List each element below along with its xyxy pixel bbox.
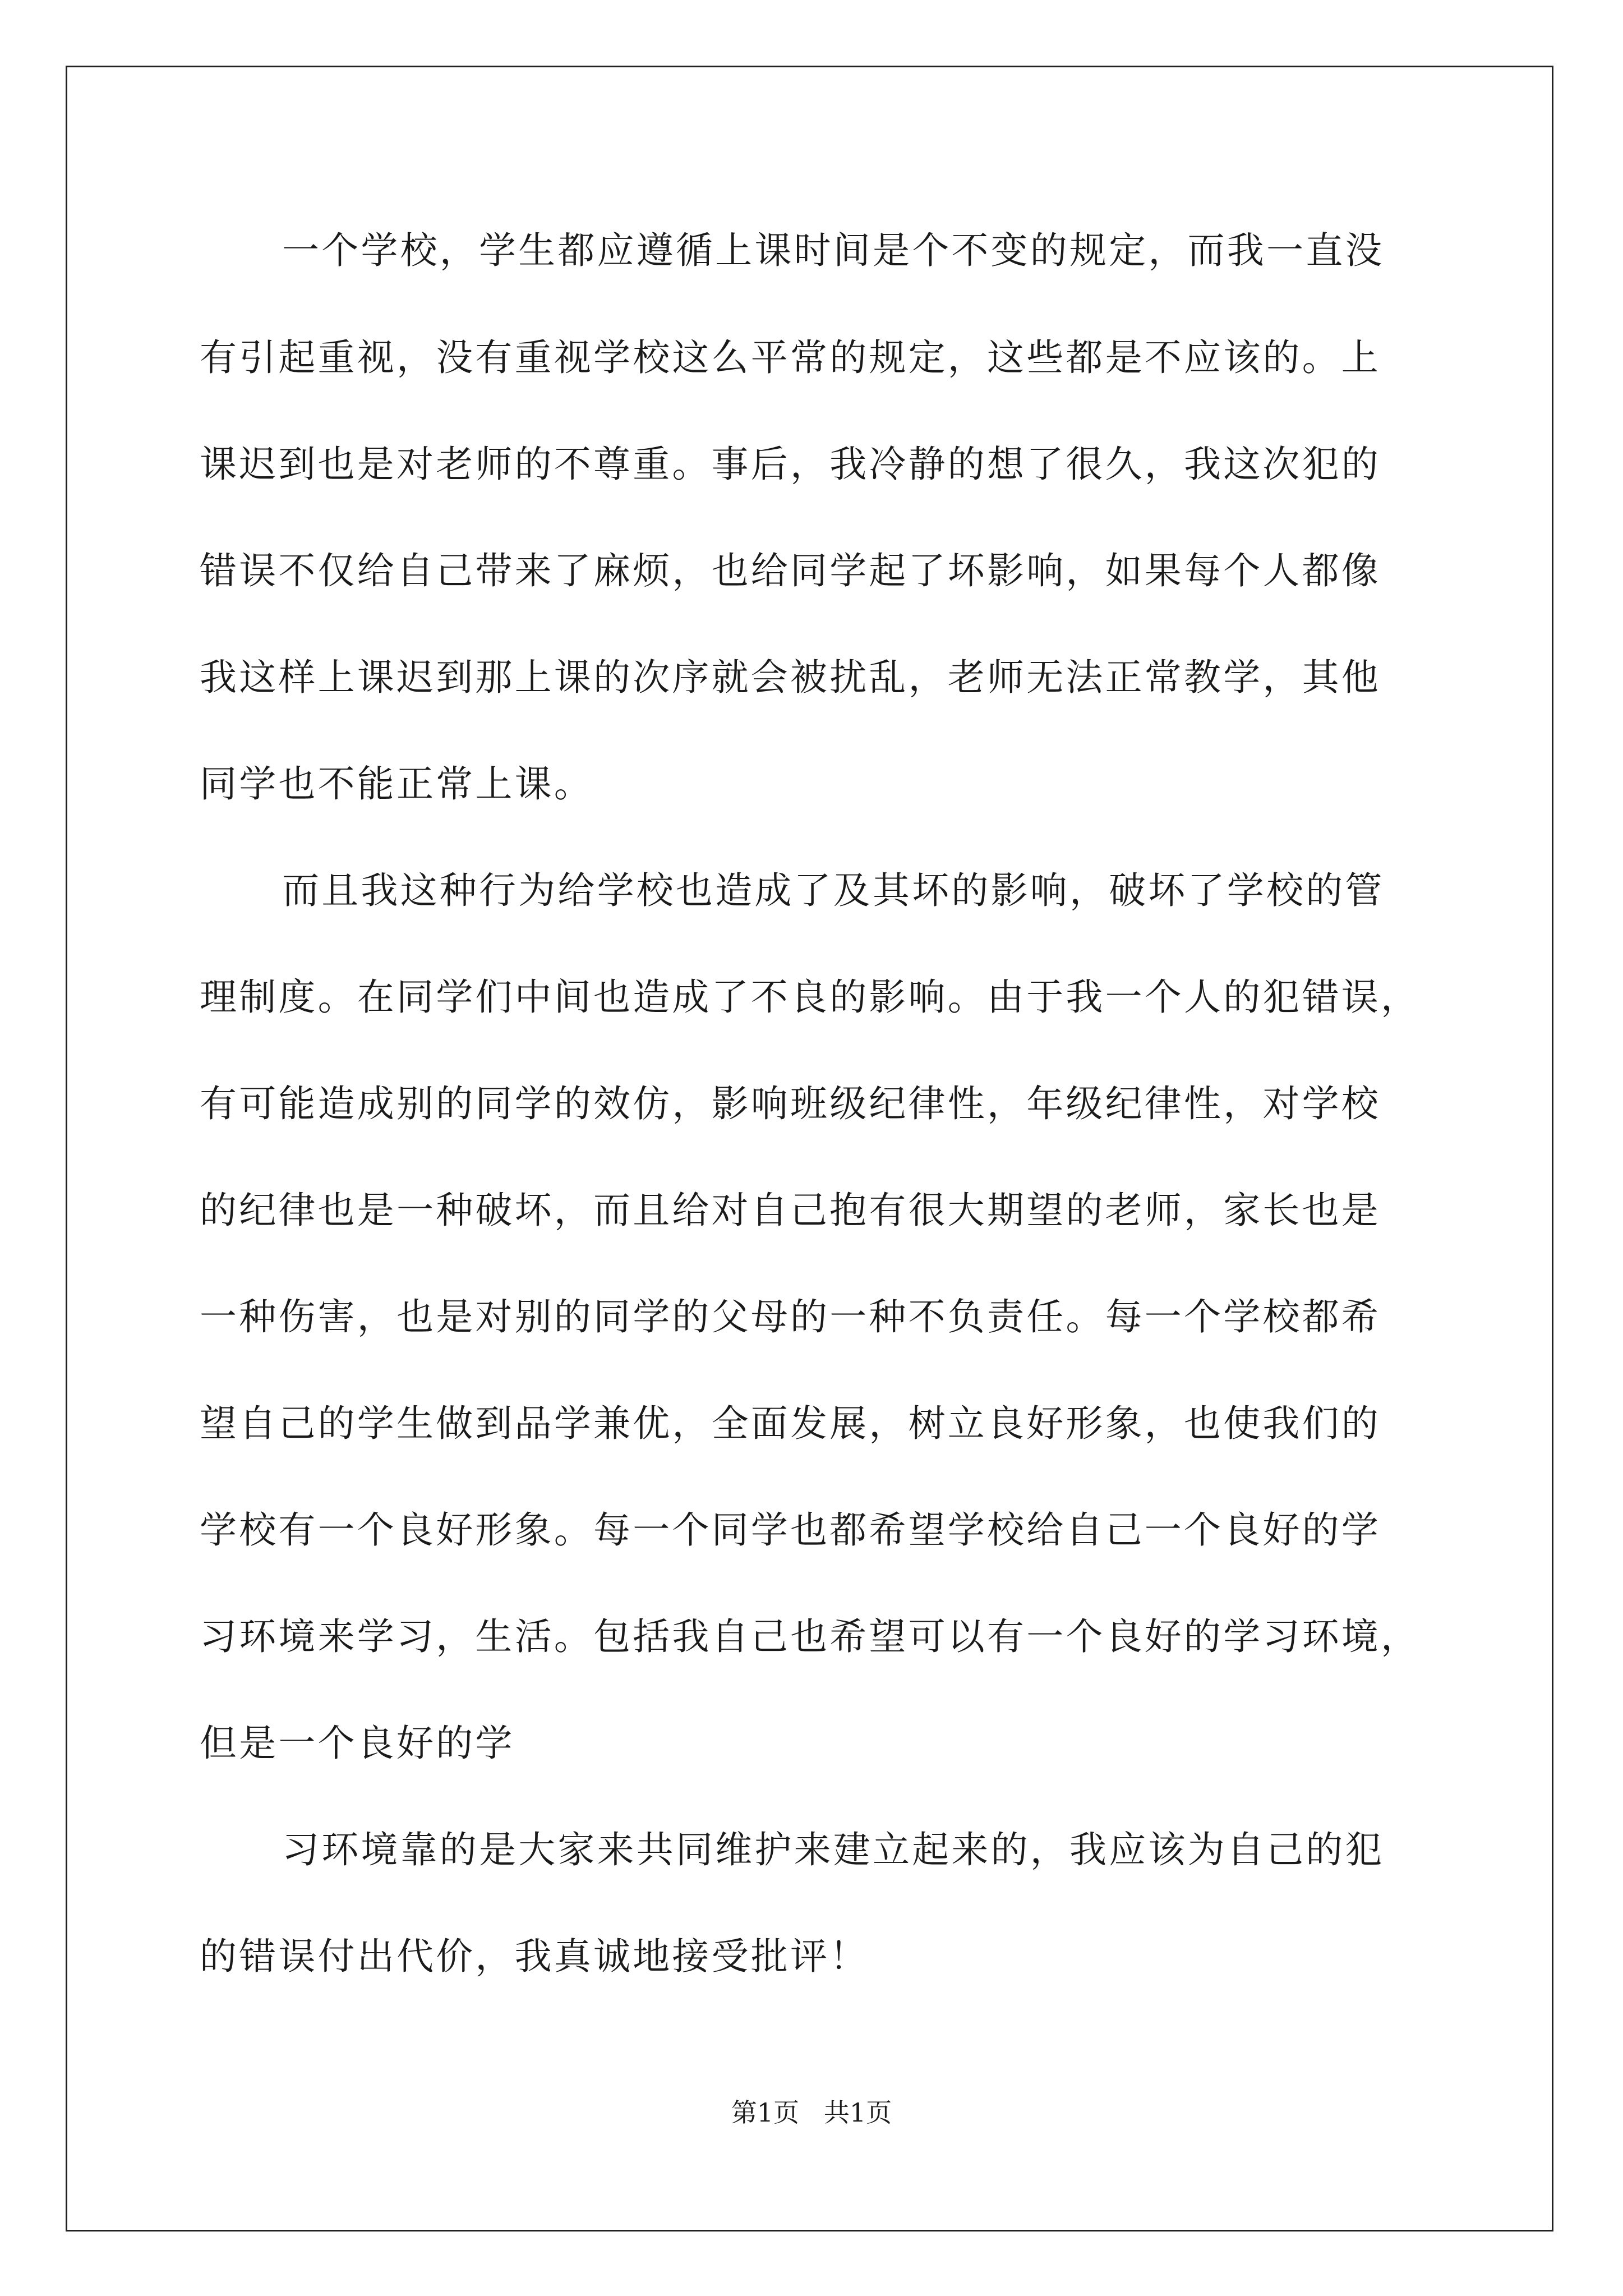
paragraph-line: 习环境靠的是大家来共同维护来建立起来的，我应该为自己的犯 [282,1828,1385,1871]
paragraph-line: 一种伤害，也是对别的同学的父母的一种不负责任。每一个学校都希 [200,1295,1381,1338]
paragraph-line: 的纪律也是一种破坏，而且给对自己抱有很大期望的老师，家长也是 [200,1189,1381,1232]
paragraph-line: 我这样上课迟到那上课的次序就会被扰乱，老师无法正常教学，其他 [200,656,1381,699]
paragraph-line: 有可能造成别的同学的效仿，影响班级纪律性，年级纪律性，对学校 [200,1082,1381,1125]
paragraph-line: 但是一个良好的学 [200,1722,515,1765]
page-border [66,66,1553,2231]
paragraph-line: 一个学校，学生都应遵循上课时间是个不变的规定，而我一直没 [282,229,1385,272]
page-number-footer: 第1页 共1页 [731,2097,892,2128]
paragraph-line: 学校有一个良好形象。每一个同学也都希望学校给自己一个良好的学 [200,1508,1381,1552]
paragraph-line: 课迟到也是对老师的不尊重。事后，我冷静的想了很久，我这次犯的 [200,443,1381,486]
paragraph-line: 而且我这种行为给学校也造成了及其坏的影响，破坏了学校的管 [282,869,1385,912]
paragraph-line: 错误不仅给自己带来了麻烦，也给同学起了坏影响，如果每个人都像 [200,549,1381,592]
paragraph-line: 同学也不能正常上课。 [200,762,593,806]
paragraph-line: 的错误付出代价，我真诚地接受批评！ [200,1935,869,1978]
paragraph-line: 习环境来学习，生活。包括我自己也希望可以有一个良好的学习环境， [200,1615,1421,1658]
paragraph-line: 望自己的学生做到品学兼优，全面发展，树立良好形象，也使我们的 [200,1402,1381,1445]
paragraph-line: 有引起重视，没有重视学校这么平常的规定，这些都是不应该的。上 [200,336,1381,379]
paragraph-line: 理制度。在同学们中间也造成了不良的影响。由于我一个人的犯错误， [200,976,1421,1019]
